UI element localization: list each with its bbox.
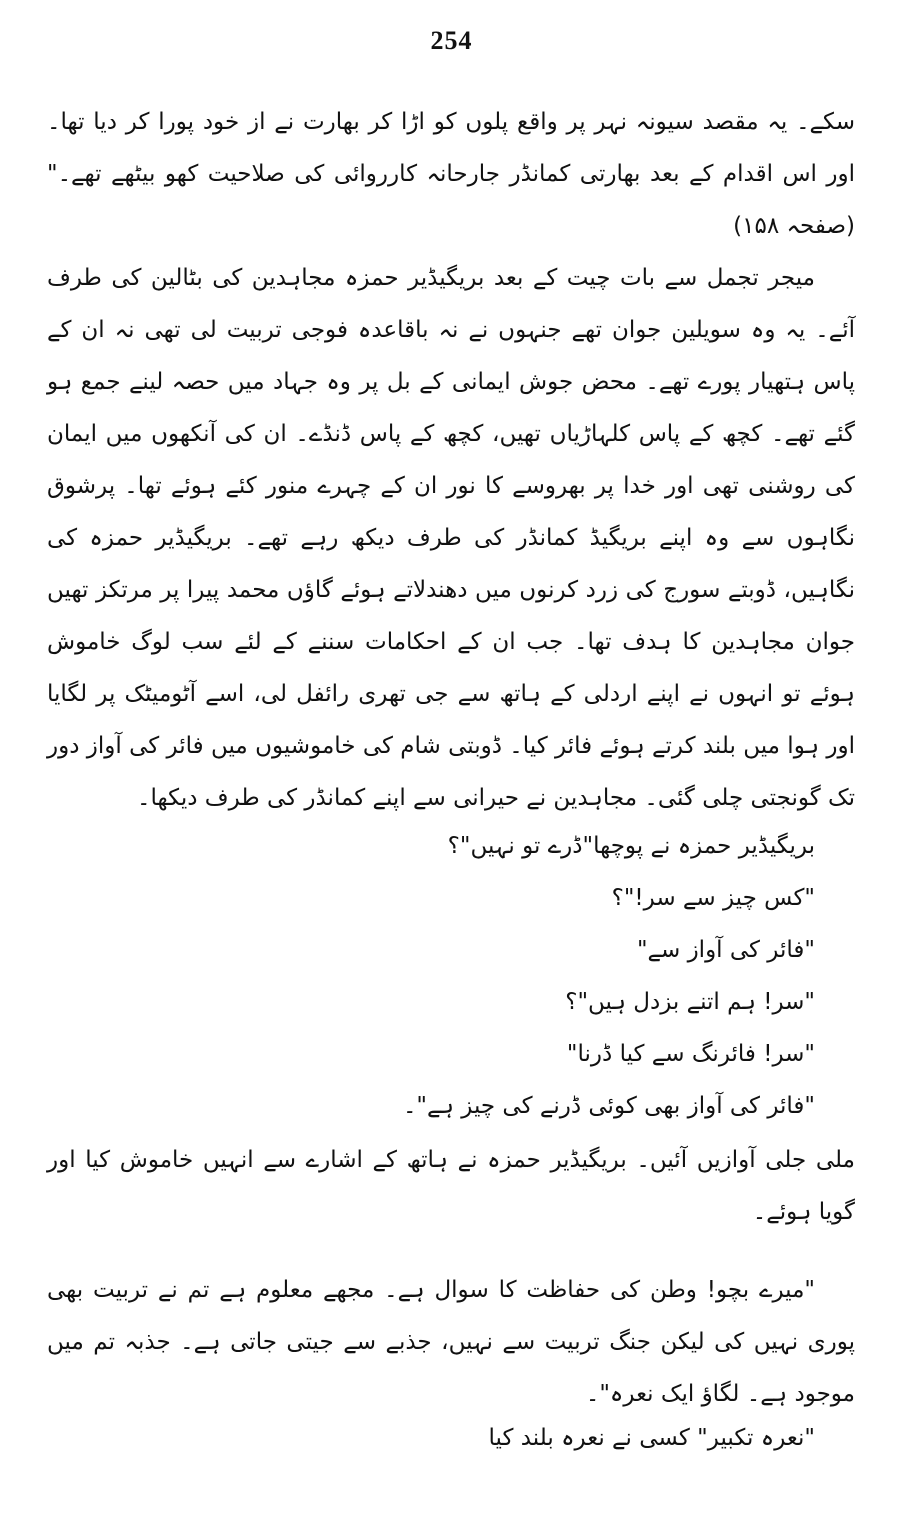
paragraph-mixed-voices: ملی جلی آوازیں آئیں۔ بریگیڈیر حمزہ نے ہاتھ کے اشارے سے انہیں خاموش کیا اور گویا ہوئے۔: [47, 1147, 855, 1225]
dialogue-line: "سر! ہم اتنے بزدل ہیں"؟: [565, 989, 815, 1015]
dialogue-line: "نعرہ تکبیر" کسی نے نعرہ بلند کیا: [488, 1425, 815, 1451]
dialogue-slogan: [47, 1412, 855, 1464]
dialogue-line: "فائر کی آواز بھی کوئی ڈرنے کی چیز ہے"۔: [402, 1093, 815, 1119]
paragraph-quote-ending: سکے۔ یہ مقصد سیونہ نہر پر واقع پلوں کو اڑا کر بھارت نے از خود پورا کر دیا تھا۔ اور اس اقدام کے بعد بھارتی کمانڈر جارحانہ کارروائی کی صلاحیت کھو بیٹھے تھے۔" (صفحہ ۱۵۸): [47, 109, 855, 239]
dialogue-line: بریگیڈیر حمزہ نے پوچھا"ڈرے تو نہیں"؟: [447, 833, 815, 859]
paragraph-speech: "میرے بچو! وطن کی حفاظت کا سوال ہے۔ مجھے معلوم ہے تم نے تربیت بھی پوری نہیں کی لیکن جنگ تربیت سے نہیں، جذبے سے جیتی جاتی ہے۔ جذبہ تم میں موجود ہے۔ لگاؤ ایک نعرہ"۔: [47, 1277, 855, 1407]
dialogue-line: "کس چیز سے سر!"؟: [611, 885, 815, 911]
page-number: 254: [430, 26, 473, 55]
dialogue-line: "فائر کی آواز سے": [636, 937, 815, 963]
dialogue-line: "سر! فائرنگ سے کیا ڈرنا": [566, 1041, 815, 1067]
paragraph-brigadier-hamza: میجر تجمل سے بات چیت کے بعد بریگیڈیر حمزہ مجاہدین کی بٹالین کی طرف آئے۔ یہ وہ سویلین جوان تھے جنہوں نے نہ باقاعدہ فوجی تربیت لی تھی نہ ان کے پاس ہتھیار پورے تھے۔ محض جوش ایمانی کے بل پر وہ جہاد میں حصہ لینے جمع ہو گئے تھے۔ کچھ کے پاس کلہاڑیاں تھیں، کچھ کے پاس ڈنڈے۔ ان کی آنکھوں میں ایمان کی روشنی تھی اور خدا پر بھروسے کا نور ان کے چہرے منور کئے ہوئے تھا۔ پرشوق نگاہوں سے وہ اپنے بریگیڈ کمانڈر کی طرف دیکھ رہے تھے۔ بریگیڈیر حمزہ کی نگاہیں، ڈوبتے سورج کی زرد کرنوں میں دھندلاتے ہوئے گاؤں محمد پیرا پر مرتکز تھیں جوان مجاہدین کا ہدف تھا۔ جب ان کے احکامات سننے کے لئے سب لوگ خاموش ہوئے تو انہوں نے اپنے اردلی کے ہاتھ سے جی تھری رائفل لی، اسے آٹومیٹک پر لگایا اور ہوا میں بلند کرتے ہوئے فائر کیا۔ ڈوبتی شام کی خاموشیوں میں فائر کی آواز دور تک گونجتی چلی گئی۔ مجاہدین نے حیرانی سے اپنے کمانڈر کی طرف دیکھا۔: [47, 265, 855, 811]
dialogue-exchange: [47, 820, 855, 1132]
